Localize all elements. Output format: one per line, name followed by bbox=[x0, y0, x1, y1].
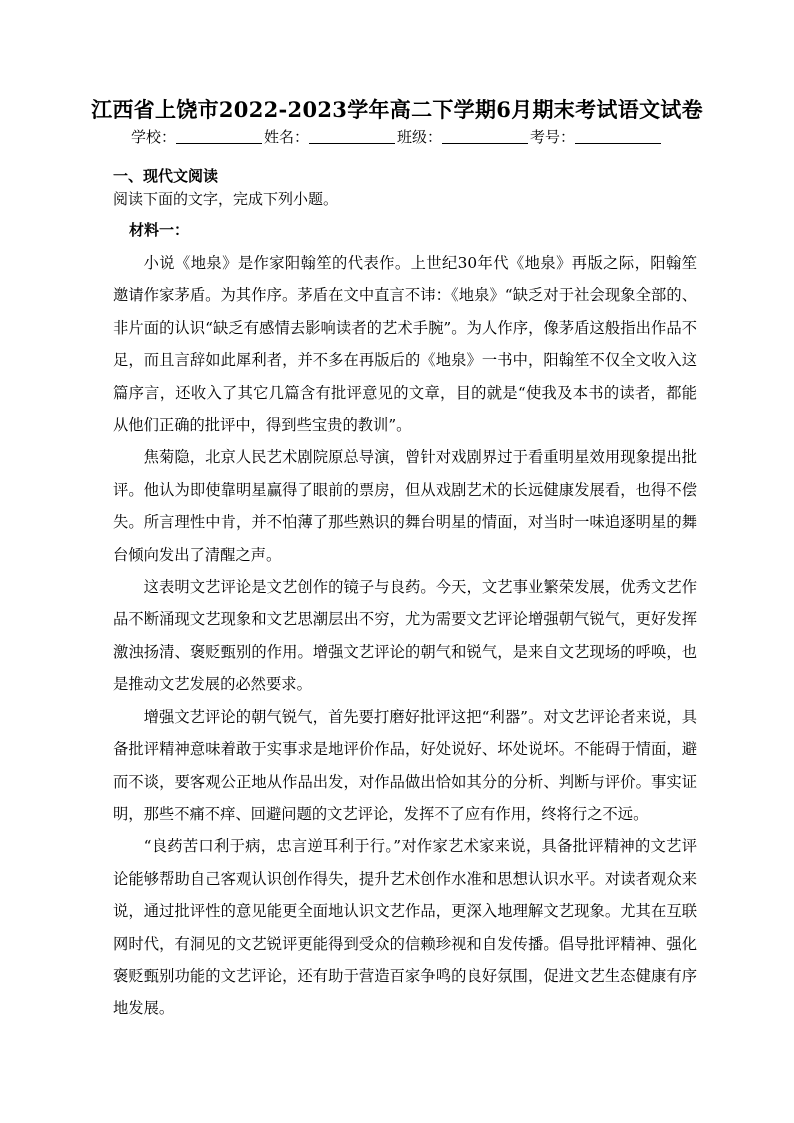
name-field bbox=[264, 126, 397, 148]
passage-paragraph: “良药苦口利于病，忠言逆耳利于行。”对作家艺术家来说，具备批评精神的文艺评论能够帮助自己客观认识创作得失，提升艺术创作水准和思想认识水平。对读者观众来说，通过批评性的意见能更全面地认识文艺作品，更深入地理解文艺现象。尤其在互联网时代，有洞见的文艺锐评更能得到受众的信赖珍视和自发传播。倡导批评精神、强化褒贬甄别功能的文艺评论，还有助于营造百家争鸣的良好氛围，促进文艺生态健康有序地发展。 bbox=[113, 837, 697, 1018]
school-field bbox=[131, 126, 264, 148]
passage-paragraph: 焦菊隐，北京人民艺术剧院原总导演，曾针对戏剧界过于看重明星效用现象提出批评。他认为即使靠明星赢得了眼前的票房，但从戏剧艺术的长远健康发展看，也得不偿失。所言理性中肯，并不怕薄了那些熟识的舞台明星的情面，对当时一味追逐明星的舞台倾向发出了清醒之声。 bbox=[113, 448, 697, 564]
school-blank bbox=[176, 129, 262, 144]
class-blank bbox=[442, 129, 528, 144]
passage-paragraph: 这表明文艺评论是文艺创作的镜子与良药。今天，文艺事业繁荣发展，优秀文艺作品不断涌现文艺现象和文艺思潮层出不穷，尤为需要文艺评论增强朝气锐气，更好发挥激浊扬清、褒贬甄别的作用。增强文艺评论的朝气和锐气，是来自文艺现场的呼唤，也是推动文艺发展的必然要求。 bbox=[113, 578, 697, 694]
name-label: 姓名： bbox=[263, 128, 309, 146]
exam-number-blank bbox=[575, 129, 661, 144]
exam-number-label: 考号： bbox=[530, 128, 576, 146]
reading-instruction: 阅读下面的文字，完成下列小题。 bbox=[113, 190, 339, 208]
class-field bbox=[397, 126, 530, 148]
exam-title: 江西省上饶市2022-2023学年高二下学期6月期末考试语文试卷 bbox=[91, 97, 703, 122]
material-label: 材料一： bbox=[129, 221, 190, 239]
student-info-row bbox=[0, 126, 794, 148]
class-label: 班级： bbox=[397, 128, 443, 146]
passage-paragraph: 增强文艺评论的朝气锐气，首先要打磨好批评这把“利器”。对文艺评论者来说，具备批评精神意味着敢于实事求是地评价作品，好处说好、坏处说坏。不能碍于情面，避而不谈，要客观公正地从作品出发，对作品做出恰如其分的分析、判断与评价。事实证明，那些不痛不痒、回避问题的文艺评论，发挥不了应有作用，终将行之不远。 bbox=[113, 707, 697, 823]
exam-number-field bbox=[530, 126, 663, 148]
passage-paragraph: 小说《地泉》是作家阳翰笙的代表作。上世纪30年代《地泉》再版之际，阳翰笙邀请作家茅盾。为其作序。茅盾在文中直言不讳：《地泉》“缺乏对于社会现象全部的、非片面的认识“缺乏有感情去影响读者的艺术手腕”。为人作序，像茅盾这般指出作品不足，而且言辞如此犀利者，并不多在再版后的《地泉》一书中，阳翰笙不仅全文收入这篇序言，还收入了其它几篇含有批评意见的文章，目的就是“使我及本书的读者，都能从他们正确的批评中，得到些宝贵的教训”。 bbox=[113, 254, 697, 435]
section-heading: 一、现代文阅读 bbox=[113, 167, 219, 185]
name-blank bbox=[309, 129, 395, 144]
reading-passage bbox=[113, 247, 697, 1025]
school-label: 学校： bbox=[130, 128, 176, 146]
